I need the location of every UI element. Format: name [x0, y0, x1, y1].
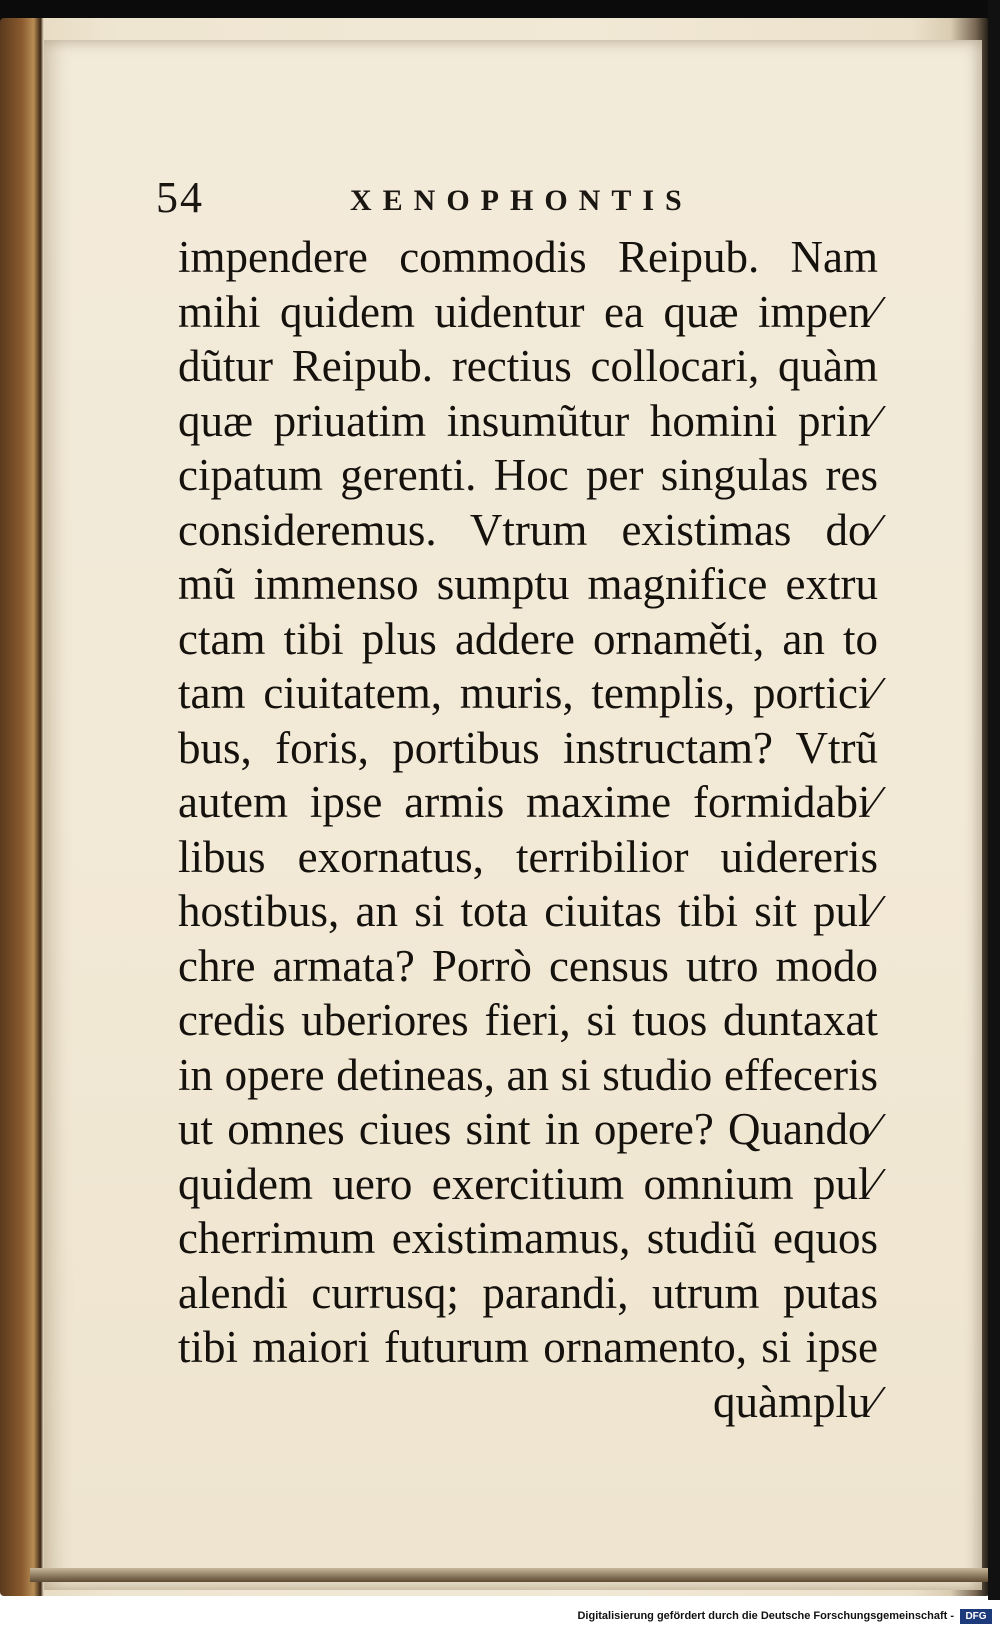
- running-head: XENOPHONTIS: [350, 184, 693, 217]
- text-line: quidem uero exercitium omnium pul⁄: [178, 1158, 878, 1209]
- text-line: impendere commodis Reipub. Nam: [178, 232, 878, 282]
- text-line: mihi quidem uidentur ea quæ impen⁄: [178, 286, 878, 337]
- text-line: cherrimum existimamus, studiũ equos: [178, 1213, 878, 1263]
- text-line: tam ciuitatem, muris, templis, portici⁄: [178, 668, 878, 718]
- text-line: ut omnes ciues sint in opere? Quando⁄: [178, 1104, 878, 1154]
- text-line: in opere detineas, an si studio effeceris: [178, 1049, 878, 1100]
- text-line: consideremus. Vtrum existimas do⁄: [178, 504, 878, 555]
- body-text: [178, 230, 878, 1429]
- catchword: quàmplu⁄: [713, 1376, 878, 1427]
- text-line: chre armata? Porrò census utro modo: [178, 940, 878, 991]
- text-line: mũ immenso sumptu magnifice extru: [178, 559, 878, 609]
- text-line: libus exornatus, terribilior uidereris: [178, 831, 878, 882]
- text-line: credis uberiores fieri, si tuos duntaxat: [178, 995, 878, 1045]
- page-bottom-edge: [30, 1568, 990, 1582]
- text-line: bus, foris, portibus instructam? Vtrũ: [178, 722, 878, 773]
- text-line: dũtur Reipub. rectius collocari, quàm: [178, 341, 878, 391]
- scan-right-border: [988, 0, 1000, 1600]
- page-number: 54: [156, 173, 204, 222]
- digitization-footer: [0, 1604, 1000, 1631]
- book-volume: [0, 18, 990, 1596]
- text-line: ctam tibi plus addere ornaměti, an to: [178, 613, 878, 664]
- text-line: alendi currusq; parandi, utrum putas: [178, 1267, 878, 1318]
- text-line: hostibus, an si tota ciuitas tibi sit pul⁄: [178, 886, 878, 936]
- text-line: tibi maiori futurum ornamento, si ipse: [178, 1322, 878, 1372]
- book-page: [44, 40, 982, 1590]
- text-line: quæ priuatim insumũtur homini prin⁄: [178, 395, 878, 446]
- page-header: [44, 170, 982, 230]
- dfg-logo: DFG: [960, 1609, 992, 1624]
- funding-credit: Digitalisierung gefördert durch die Deutsche Forschungsgemeinschaft -: [577, 1610, 954, 1622]
- text-line: cipatum gerenti. Hoc per singulas res: [178, 450, 878, 500]
- text-line: autem ipse armis maxime formidabi⁄: [178, 777, 878, 827]
